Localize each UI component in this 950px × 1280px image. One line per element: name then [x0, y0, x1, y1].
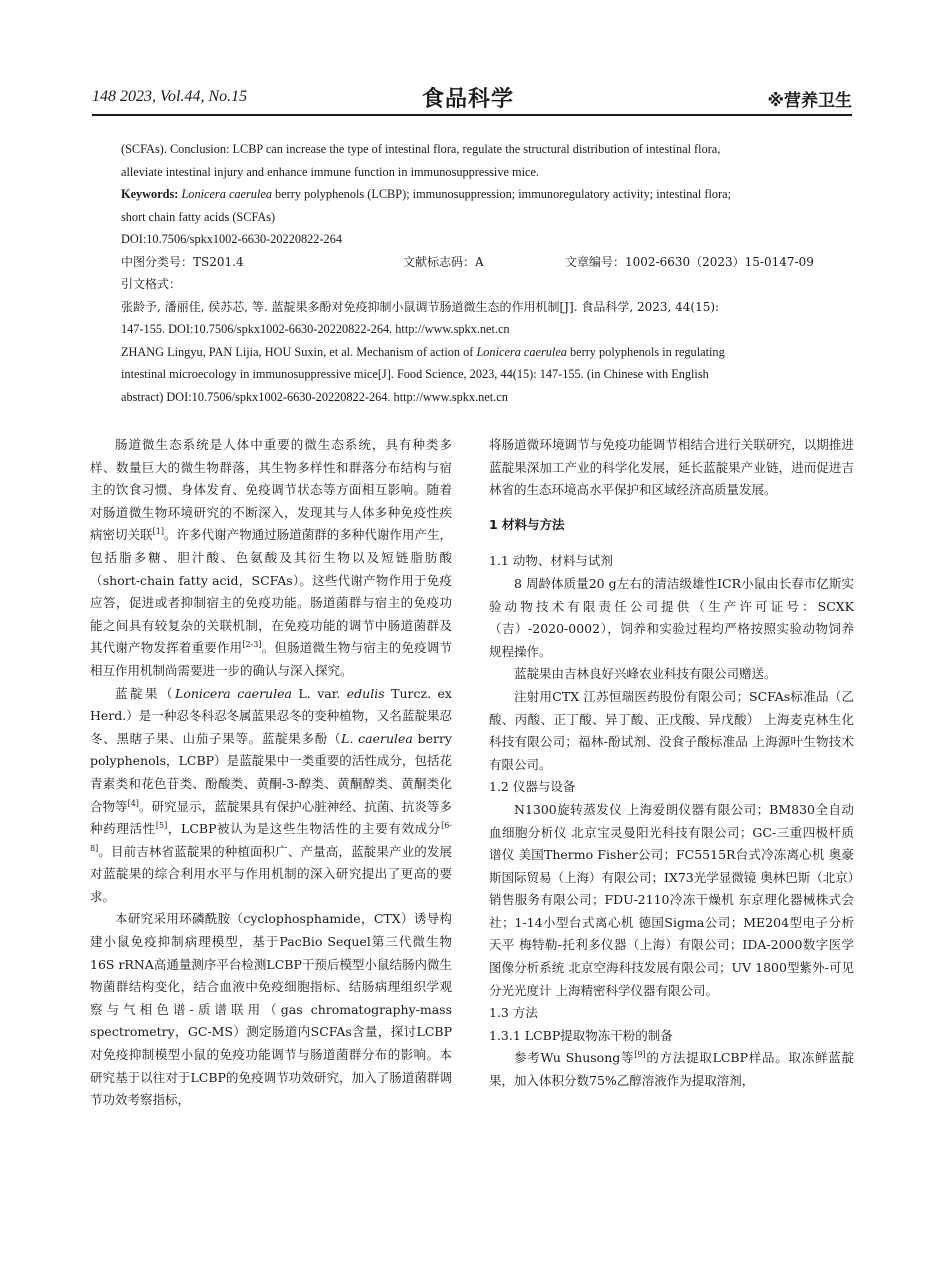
citation-en-continued: intestinal microecology in immunosuppressive mice[J]. Food Science, 2023, 44(15): 147-155. (in Chinese with English — [121, 367, 709, 381]
citation-cn: 张龄予, 潘丽佳, 侯苏芯, 等. 蓝靛果多酚对免疫抑制小鼠调节肠道微生态的作用机制[J]. 食品科学, 2023, 44(15): — [121, 299, 720, 314]
text: L. var. — [291, 685, 347, 701]
text: 蓝靛果（ — [115, 685, 176, 701]
citation-cn-continued: 147-155. DOI:10.7506/spkx1002-6630-20220822-264. http://www.spkx.net.cn — [121, 322, 510, 336]
citation-ref: [2-3] — [242, 640, 262, 650]
citation-ref: [4] — [127, 798, 139, 808]
species-name: Lonicera caerulea — [175, 685, 292, 701]
text: 的方法提取LCBP样品。取冻鲜蓝靛果，加入体积分数75%乙醇溶液作为提取溶剂， — [489, 1050, 854, 1089]
journal-title: 食品科学 — [422, 87, 515, 112]
citation-en-continued: abstract) DOI:10.7506/spkx1002-6630-20220822-264. http://www.spkx.net.cn — [121, 389, 508, 404]
citation-ref: [5] — [155, 821, 168, 831]
instruments-paragraph: N1300旋转蒸发仪 上海爱朗仪器有限公司；BM830全自动血细胞分析仪 北京宝灵曼阳光科技有限公司；GC-三重四极杆质谱仪 美国Thermo Fisher公司；FC5515R台式冷冻离心机 奥豪斯国际贸易（上海）有限公司；IX73光学显微镜 奥林巴斯（北京）销售服务有限公司；FDU-2110冷冻干燥机 东京理化器械株式会社；1-14小型台式离心机 德国Sigma公司；ME204型电子分析天平 梅特勒-托利多仪器（上海）有限公司；IDA-2000数字医学图像分析系统 北京空海科技发展有限公司；UV 1800型紫外-可见分光光度计 上海精密科学仪器有限公司。 — [489, 801, 854, 998]
subsection-heading: 1.3 方法 — [489, 1005, 538, 1021]
text: 。许多代谢产物通过肠道菌群的多种代谢作用产生，包括脂多糖、胆汁酸、色氨酸及其衍生物以及短链脂肪酸（short-chain fatty acid，SCFAs）。这些代谢产物作用于免疫应答，促进或者抑制宿主的免疫功能。肠道菌群与宿主的免疫功能之间具有较复杂的关联机制，在免疫功能的调节中肠道菌群及其代谢产物发挥着重要作用 — [90, 527, 452, 656]
clc-number: 中图分类号：TS201.4 — [121, 254, 244, 269]
citation-ref: [6-8] — [90, 821, 452, 853]
citation-en-text: ZHANG Lingyu, PAN Lijia, HOU Suxin, et al. Mechanism of action of — [121, 344, 477, 359]
article-number: 文章编号：1002-6630（2023）15-0147-09 — [565, 254, 814, 269]
keywords-label: Keywords: — [121, 187, 179, 201]
text: 。但肠道微生物与宿主的免疫调节相互作用机制尚需要进一步的确认与深入探究。 — [90, 640, 452, 678]
section-label: ※营养卫生 — [767, 91, 852, 111]
berry-source-paragraph: 蓝靛果由吉林良好兴峰农业科技有限公司赠送。 — [514, 666, 777, 682]
left-column — [90, 434, 452, 1112]
study-paragraph: 本研究采用环磷酰胺（cyclophosphamide，CTX）诱导构建小鼠免疫抑制病理模型，基于PacBio Sequel第三代微生物16S rRNA高通量测序平台检测LCBP干预后模型小鼠结肠内微生物菌群结构变化，结合血液中免疫细胞指标、结肠病理组织学观察与气相色谱-质谱联用（gas chromatography-mass spectrometry，GC-MS）测定肠道内SCFAs含量，探讨LCBP对免疫抑制模型小鼠的免疫功能调节与肠道菌群分布的影响。本研究基于以往对于LCBP的免疫调节功效研究，加入了肠道菌群调节功效考察指标， — [90, 911, 452, 1108]
method-paragraph — [489, 1047, 854, 1092]
intro-paragraph — [90, 434, 452, 683]
doi: DOI:10.7506/spkx1002-6630-20220822-264 — [121, 232, 342, 246]
text: berry polyphenols，LCBP）是蓝靛果中一类重要的活性成分，包括花青素类和花色苷类、酚酸类、黄酮-3-醇类、黄酮醇类、黄酮类化合物等 — [90, 730, 452, 814]
right-column — [489, 434, 854, 1093]
species-name: edulis — [346, 685, 385, 701]
berry-paragraph — [90, 683, 452, 909]
subsubsection-heading: 1.3.1 LCBP提取物冻干粉的制备 — [489, 1027, 673, 1043]
keywords-continued: short chain fatty acids (SCFAs) — [121, 209, 276, 224]
conclusion-line: (SCFAs). Conclusion: LCBP can increase the type of intestinal flora, regulate the structural distribution of intestinal flora, — [121, 142, 721, 156]
page-header — [92, 82, 852, 114]
conclusion-line: alleviate intestinal injury and enhance immune function in immunosuppressive mice. — [121, 164, 539, 179]
text: 肠道微生态系统是人体中重要的微生态系统，具有种类多样、数量巨大的微生物群落，其生物多样性和群落分布结构与宿主的饮食习惯、身体发育、免疫调节状态等方面相互影响。随着对肠道微生物环境研究的不断深入，发现其与人体多种免疫性疾病密切关联 — [90, 437, 452, 543]
text: 。研究显示，蓝靛果具有保护心脏神经、抗菌、抗炎等多种药理活性 — [90, 798, 452, 837]
text: 参考Wu Shusong等 — [514, 1050, 635, 1066]
classification-row — [121, 251, 821, 274]
keywords-italic: Lonicera caerulea — [181, 187, 272, 201]
section-heading: 1 材料与方法 — [489, 516, 565, 532]
header-rule — [92, 114, 852, 116]
keywords — [121, 183, 821, 206]
citation-ref: [9] — [634, 1050, 646, 1060]
citation-ref: [1] — [152, 527, 164, 537]
document-code: 文献标志码：A — [403, 254, 484, 269]
abstract-block — [121, 138, 821, 408]
citation-en-italic: Lonicera caerulea — [476, 344, 567, 359]
text: 。目前吉林省蓝靛果的种植面积广、产量高，蓝靛果产业的发展对蓝靛果的综合利用水平与作用机制的深入研究提出了更高的要求。 — [90, 843, 452, 904]
animals-paragraph: 8 周龄体质量20 g左右的清洁级雄性ICR小鼠由长春市亿斯实验动物技术有限责任公司提供（生产许可证号：SCXK（吉）-2020-0002），饲养和实验过程均严格按照实验动物饲养规程操作。 — [489, 575, 854, 659]
intro-continued: 将肠道微环境调节与免疫功能调节相结合进行关联研究，以期推进蓝靛果深加工产业的科学化发展，延长蓝靛果产业链，进而促进吉林省的生态环境高水平保护和区域经济高质量发展。 — [489, 437, 854, 498]
citation-en-text: berry polyphenols in regulating — [566, 344, 725, 359]
species-name: L. caerulea — [341, 730, 413, 746]
page-number-volume: 148 2023, Vol.44, No.15 — [92, 88, 248, 105]
citation-label: 引文格式： — [121, 277, 182, 291]
text: Turcz. ex Herd.）是一种忍冬科忍冬属蓝果忍冬的变种植物，又名蓝靛果忍冬、黑瞎子果、山茄子果等。蓝靛果多酚（ — [90, 685, 452, 746]
subsection-heading: 1.2 仪器与设备 — [489, 779, 576, 795]
text: ，LCBP被认为是这些生物活性的主要有效成分 — [167, 821, 442, 837]
reagents-paragraph: 注射用CTX 江苏恒瑞医药股份有限公司；SCFAs标准品（乙酸、丙酸、正丁酸、异丁酸、正戊酸、异戊酸） 上海麦克林生化科技有限公司；福林-酚试剂、没食子酸标准品 上海源叶生物技术有限公司。 — [489, 688, 854, 772]
keywords-text: berry polyphenols (LCBP); immunosuppression; immunoregulatory activity; intestinal flora; — [271, 187, 731, 201]
citation-en — [121, 341, 821, 364]
subsection-heading: 1.1 动物、材料与试剂 — [489, 553, 613, 569]
